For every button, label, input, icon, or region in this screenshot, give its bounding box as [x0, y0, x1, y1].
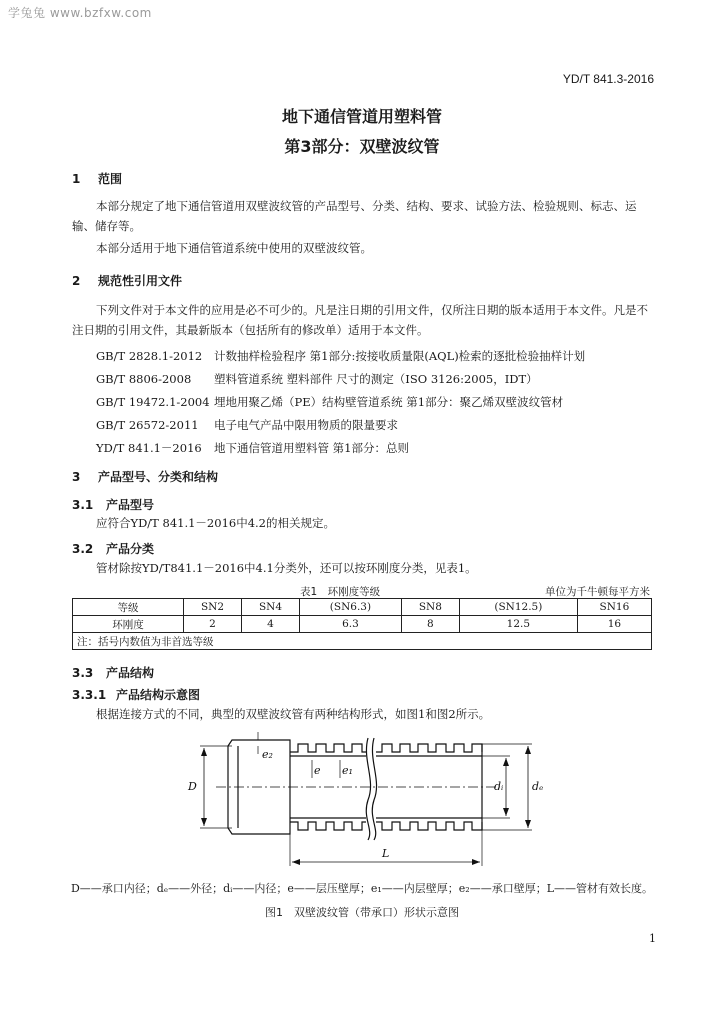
- section-number: 3.3: [72, 666, 94, 680]
- reference-item: [96, 371, 538, 387]
- reference-title: 计数抽样检验程序 第1部分:按接收质量限(AQL)检索的逐批检验抽样计划: [214, 349, 586, 363]
- table-cell: SN2: [184, 599, 242, 616]
- table-cell: 8: [401, 616, 459, 633]
- table-note: 注：括号内数值为非首选等级: [73, 633, 652, 650]
- paragraph-structure: 根据连接方式的不同，典型的双壁波纹管有两种结构形式，如图1和图2所示。: [96, 707, 491, 721]
- corrugation-top-right: [376, 744, 482, 752]
- section-title: 产品结构: [106, 666, 155, 680]
- reference-code: GB/T 2828.1-2012: [96, 349, 203, 363]
- section-title: 产品分类: [106, 542, 155, 556]
- watermark: 学兔兔 www.bzfxw.com: [8, 6, 152, 20]
- table-row: [73, 633, 652, 650]
- figure-caption: 图1 双壁波纹管（带承口）形状示意图: [265, 906, 459, 919]
- reference-code: YD/T 841.1－2016: [96, 441, 202, 455]
- paragraph-product-classification: 管材除按YD/T841.1－2016中4.1分类外，还可以按环刚度分类，见表1。: [96, 561, 477, 575]
- paragraph-scope: 本部分规定了地下通信管道用双壁波纹管的产品型号、分类、结构、要求、试验方法、检验规则、标志、运输、储存等。: [72, 199, 637, 233]
- break-line: [366, 738, 370, 840]
- section-heading-2: [72, 272, 182, 289]
- section-heading-1: [72, 170, 122, 187]
- table-cell: SN4: [241, 599, 299, 616]
- table-cell: 环刚度: [73, 616, 184, 633]
- paragraph-product-model: 应符合YD/T 841.1－2016中4.2的相关规定。: [96, 516, 335, 530]
- section-title: 规范性引用文件: [98, 274, 183, 288]
- reference-title: 埋地用聚乙烯（PE）结构壁管道系统 第1部分：聚乙烯双壁波纹管材: [214, 395, 564, 409]
- table-cell: 6.3: [299, 616, 401, 633]
- document-subtitle: 第3部分：双壁波纹管: [284, 137, 440, 156]
- table-cell: 16: [577, 616, 651, 633]
- corrugation-bottom-right: [376, 822, 482, 830]
- reference-code: GB/T 26572-2011: [96, 418, 199, 432]
- section-heading-3: [72, 468, 218, 485]
- break-line: [372, 738, 376, 840]
- paragraph-normative-references: 下列文件对于本文件的应用是必不可少的。凡是注日期的引用文件，仅所注日期的版本适用于本文件。凡是不注日期的引用文件，其最新版本（包括所有的修改单）适用于本文件。: [72, 303, 648, 337]
- document-title: 地下通信管道用塑料管: [281, 107, 442, 126]
- table-cell: SN8: [401, 599, 459, 616]
- section-title: 产品型号: [106, 498, 155, 512]
- label-e1: e₁: [342, 764, 353, 777]
- reference-item: [96, 440, 409, 456]
- standard-number: YD/T 841.3-2016: [562, 72, 654, 86]
- reference-code: GB/T 8806-2008: [96, 372, 192, 386]
- section-heading-3-3: [72, 664, 154, 681]
- table-cell: 4: [241, 616, 299, 633]
- section-number: 1: [72, 172, 81, 186]
- table-row: [73, 616, 652, 633]
- section-number: 3: [72, 470, 81, 484]
- table-cell: 2: [184, 616, 242, 633]
- paragraph-scope-applicability: 本部分适用于地下通信管道系统中使用的双壁波纹管。: [96, 241, 372, 255]
- page-number: 1: [649, 932, 656, 945]
- section-title: 范围: [98, 172, 123, 186]
- section-number: 3.1: [72, 498, 94, 512]
- reference-code: GB/T 19472.1-2004: [96, 395, 210, 409]
- reference-title: 塑料管道系统 塑料部件 尺寸的测定（ISO 3126:2005，IDT）: [214, 372, 538, 386]
- reference-title: 电子电气产品中限用物质的限量要求: [214, 418, 398, 432]
- corrugation-bottom-left: [290, 822, 366, 830]
- ring-stiffness-table: [72, 598, 652, 650]
- label-e: e: [314, 764, 321, 777]
- reference-item: [96, 348, 585, 364]
- figure-legend: D——承口内径；dₑ——外径；dᵢ——内径；e——层压壁厚；e₁——内层壁厚；e₂——承口壁厚；L——管材有效长度。: [70, 882, 654, 895]
- reference-title: 地下通信管道用塑料管 第1部分：总则: [214, 441, 409, 455]
- label-de: dₑ: [532, 780, 544, 793]
- pipe-figure: [170, 730, 550, 880]
- section-number: 3.2: [72, 542, 94, 556]
- table-unit: 单位为千牛顿每平方米: [545, 586, 650, 598]
- section-title: 产品型号、分类和结构: [98, 470, 219, 484]
- table-cell: 等级: [73, 599, 184, 616]
- section-heading-3-2: [72, 540, 154, 557]
- section-title: 产品结构示意图: [116, 688, 201, 702]
- table-cell: 12.5: [459, 616, 577, 633]
- table-caption: 表1 环刚度等级: [300, 586, 381, 598]
- section-number: 3.3.1: [72, 688, 107, 702]
- label-e2: e₂: [262, 748, 273, 761]
- reference-item: [96, 417, 398, 433]
- section-heading-3-3-1: [72, 686, 200, 703]
- corrugation-top-left: [290, 744, 366, 752]
- section-number: 2: [72, 274, 81, 288]
- table-row: [73, 599, 652, 616]
- table-cell: (SN6.3): [299, 599, 401, 616]
- label-L: L: [382, 847, 390, 860]
- table-cell: (SN12.5): [459, 599, 577, 616]
- label-D: D: [188, 780, 197, 793]
- section-heading-3-1: [72, 496, 154, 513]
- label-di: dᵢ: [494, 780, 504, 793]
- table-cell: SN16: [577, 599, 651, 616]
- reference-item: [96, 394, 563, 410]
